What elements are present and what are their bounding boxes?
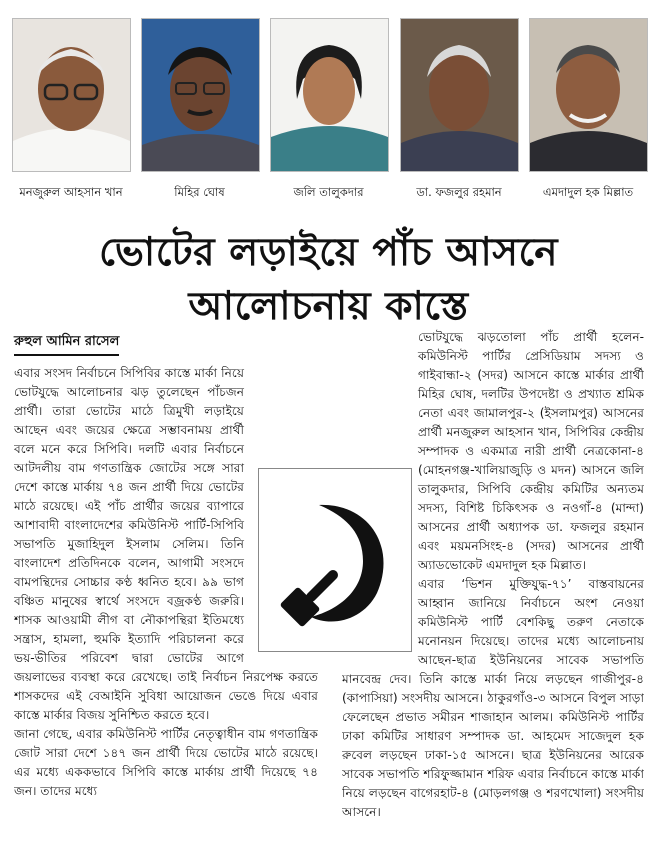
hammer-sickle-icon (259, 469, 411, 651)
photo-caption: মনজুরুল আহসান খান (19, 185, 123, 199)
portrait-image (13, 19, 130, 171)
photo-caption: ডা. ফজলুর রহমান (416, 185, 502, 199)
photo-monjurul (12, 18, 131, 172)
photo-caption: এমদাদুল হক মিল্লাত (542, 185, 634, 199)
portrait-image (142, 19, 259, 171)
headline-line-1: ভোটের লড়াইয়ে পাঁচ আসনে (99, 230, 558, 275)
photo-mihir (141, 18, 260, 172)
hammer-sickle-emblem (258, 468, 412, 652)
article-paragraph: এবার সংসদ নির্বাচনে সিপিবির কাস্তে মার্কা নিয়ে ভোটযুদ্ধে আলোচনার ঝড় তুলেছেন পাঁচজন প্রার্থী। তারা ভোটের মাঠে ত্রিমুখী লড়াইয়ে আছেন এবং জয়ের ক্ষেত্রে সম্ভাবনাময় প্রার্থী বলে মনে করে সিপিবি। দলটি এবার নির্বাচনে আটদলীয় বাম গণতান্ত্রিক জোটের সঙ্গে সারা দেশে কাস্তে মার্কায় ৭৪ জন প্রার্থী দিয়ে ভোটের মাঠে রয়েছে। এই পাঁচ প্রার্থীর জয়ের ব্যাপারে আশাবাদী বাংলাদেশের কমিউনিস্ট পার্টি-সিপিবি সভাপতি মুজাহিদুল ইসলাম সেলিম। তিনি বাংলাদেশ প্রতিদিনকে বলেন, আগামী সংসদে বামপন্থিদের সোচ্চার কণ্ঠ ধ্বনিত হবে। ৯৯ ভাগ বঞ্চিত মানুষের স্বার্থে সংসদে বজ্রকণ্ঠ জরুরি। শাসক আওয়ামী লীগ বা নৌকাপন্থিরা ইতিমধ্যে সন্ত্রাস, হামলা, হুমকি ইত্যাদি পরিচালনা করে ভয়-ভীতির পরিবেশ দ্বারা ভোটের আগে জয়লাভের ব্যবস্থা করে রেখেছে। তাই নির্বাচন নিরপেক্ষ করতে শাসকদের এই বেআইনি সুবিধা আয়োজন ভেঙে দিয়ে এবার কাস্তে মার্কার বিজয় সুনিশ্চিত করতে হবে। (14, 366, 318, 722)
byline: রুহুল আমিন রাসেল (14, 332, 119, 356)
photo-jolly (270, 18, 389, 172)
photo-fazlur (400, 18, 519, 172)
article-paragraph: জানা গেছে, এবার কমিউনিস্ট পার্টির নেতৃত্বাধীন বাম গণতান্ত্রিক জোট সারা দেশে ১৪৭ জন প্রার্থী দিয়ে ভোটের মাঠে রয়েছে। এর মধ্যে এককভাবে সিপিবি কাস্তে মার্কায় প্রার্থী দিয়েছে ৭৪ জন। তাদের মধ্যে (14, 727, 318, 798)
article-paragraph: এবার ‘ভিশন মুক্তিযুদ্ধ-৭১’ বাস্তবায়নের আহ্বান জানিয়ে নির্বাচনে অংশ নেওয়া কমিউনিস্ট পার্টি বেশকিছু তরুণ নেতাকে মনোনয়ন দিয়েছে। তাদের মধ্যে আলোচনায় আছেন-ছাত্র ইউনিয়নের সাবেক সভাপতি মানবেন্দ্র দেব। তিনি কাস্তে মার্কা নিয়ে লড়ছেন গাজীপুর-৪ (কাপাসিয়া) সংসদীয় আসনে। ঠাকুরগাঁও-৩ আসনে বিপুল সাড়া ফেলেছেন প্রভাত সমীরন শাজাহান আলম। কমিউনিস্ট পার্টির ঢাকা কমিটির সাধারণ সম্পাদক ডা. আহমেদ সাজেদুল হক রুবেল লড়ছেন ঢাকা-১৫ আসনে। ছাত্র ইউনিয়নের আরেক সাবেক সভাপতি শরিফুজ্জামান শরিফ এবার নির্বাচনে কাস্তে মার্কা নিয়ে লড়ছেন বাগেরহাট-৪ (মোড়লগঞ্জ ও শরণখোলা) সংসদীয় আসনে। (342, 577, 644, 819)
photo-caption: জলি তালুকদার (293, 185, 364, 199)
portrait-image (401, 19, 518, 171)
photo-caption: মিহির ঘোষ (174, 185, 225, 199)
headline-line-2: আলোচনায় কাস্তে (188, 284, 469, 329)
portrait-image (530, 19, 647, 171)
portrait-image (271, 19, 388, 171)
article-paragraph: ভোটযুদ্ধে ঝড়তোলা পাঁচ প্রার্থী হলেন-কমিউনিস্ট পার্টির প্রেসিডিয়াম সদস্য ও গাইবান্ধা-২ (সদর) আসনে কাস্তে মার্কার প্রার্থী মিহির ঘোষ, দলটির উপদেষ্টা ও প্রখ্যাত শ্রমিক নেতা এবং জামালপুর-২ (ইসলামপুর) আসনের প্রার্থী মনজুরুল আহসান খান, সিপিবির কেন্দ্রীয় সম্পাদক ও একমাত্র নারী প্রার্থী নেত্রকোনা-৪ (মোহনগঞ্জ-খালিয়াজুড়ি ও মদন) আসনে জলি তালুকদার, সিপিবি কেন্দ্রীয় কমিটির অন্যতম সদস্য, বিশিষ্ট চিকিৎসক ও নওগাঁ-৪ (মান্দা) আসনের প্রার্থী অধ্যাপক ডা. ফজলুর রহমান এবং ময়মনসিংহ-৪ (সদর) আসনের প্রার্থী অ্যাডভোকেট এমদাদুল হক মিল্লাত। (418, 330, 644, 572)
photo-emdadul (529, 18, 648, 172)
